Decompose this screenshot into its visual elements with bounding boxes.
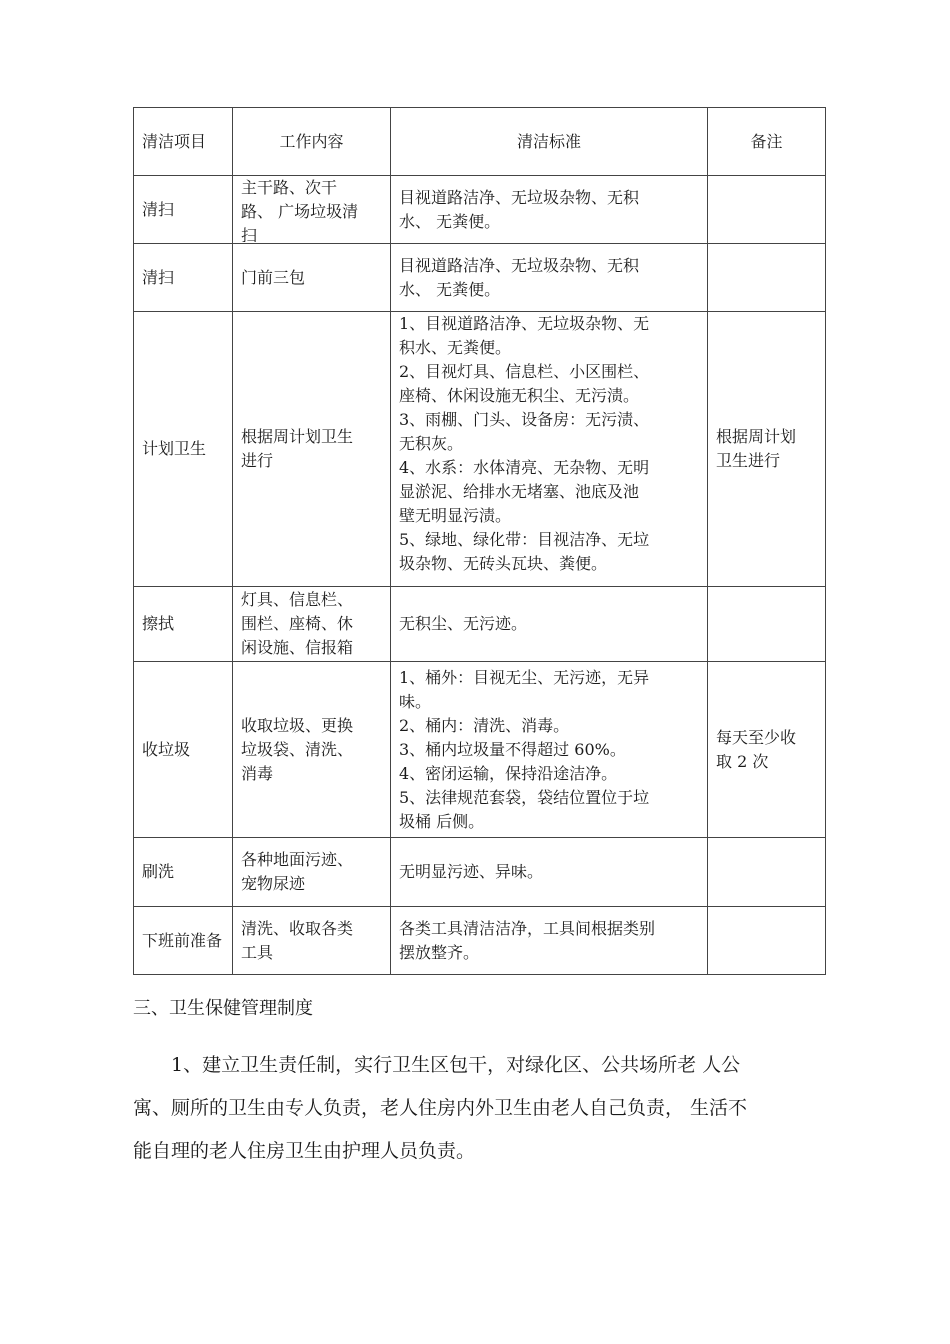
cell-line: 圾桶 后侧。 <box>399 811 485 831</box>
cell-line: 圾杂物、无砖头瓦块、粪便。 <box>399 554 608 573</box>
cell-content <box>233 312 391 587</box>
cell-line: 水、 无粪便。 <box>399 211 501 231</box>
cell-line: 围栏、座椅、休 <box>241 614 354 633</box>
cell-line: 无明显污迹、异味。 <box>399 862 544 881</box>
body-paragraph <box>133 1044 825 1173</box>
cell-line: 显淤泥、给排水无堵塞、池底及池 <box>399 482 640 501</box>
table-row <box>134 587 826 662</box>
table-row <box>134 312 826 587</box>
cell-item <box>134 907 233 975</box>
table-row <box>134 838 826 907</box>
cell-standard <box>391 244 708 312</box>
cell-line: 收取垃圾、更换 <box>241 715 354 735</box>
cell-line: 每天至少收 <box>716 727 797 747</box>
cleaning-standards-table <box>133 107 826 975</box>
cell-line: 垃圾袋、清洗、 <box>241 739 354 759</box>
cell-line: 卫生进行 <box>716 451 781 470</box>
cell-line: 扫 <box>241 226 258 242</box>
cell-item: 清扫 <box>134 176 233 244</box>
cell-line: 5、绿地、绿化带：目视洁净、无垃 <box>399 530 650 549</box>
cell-line: 2、桶内：清洗、消毒。 <box>399 715 570 735</box>
cell-line: 无积灰。 <box>399 434 464 453</box>
cell-item: 擦拭 <box>134 587 233 662</box>
cell-line: 工具 <box>241 942 274 962</box>
table-row <box>134 662 826 838</box>
header-cell-standard: 清洁标准 <box>391 108 708 176</box>
table-header-row <box>134 108 826 176</box>
cell-line: 门前三包 <box>241 267 306 287</box>
cell-note <box>708 244 826 312</box>
header-cell-note: 备注 <box>708 108 826 176</box>
cell-line: 座椅、休闲设施无积尘、无污渍。 <box>399 386 640 405</box>
cell-note <box>708 587 826 662</box>
cell-line: 5、法律规范套袋，袋结位置位于垃 <box>399 787 650 807</box>
paragraph-line: 1、建立卫生责任制，实行卫生区包干，对绿化区、公共场所老 人公 <box>171 1054 741 1076</box>
cell-line: 摆放整齐。 <box>399 942 480 962</box>
cell-content <box>233 662 391 838</box>
cell-note <box>708 312 826 587</box>
cell-line: 壁无明显污渍。 <box>399 506 512 525</box>
cell-standard <box>391 587 708 662</box>
cell-line: 各种地面污迹、 <box>241 850 354 869</box>
cell-line: 路、 广场垃圾清 <box>241 202 359 221</box>
cell-content <box>233 838 391 907</box>
cell-line: 3、桶内垃圾量不得超过 60%。 <box>399 739 626 759</box>
cell-note <box>708 176 826 244</box>
cell-line: 2、目视灯具、信息栏、小区围栏、 <box>399 362 650 381</box>
cell-line: 目视道路洁净、无垃圾杂物、无积 <box>399 255 640 275</box>
section-heading: 三、卫生保健管理制度 <box>133 998 313 1019</box>
cell-standard <box>391 312 708 587</box>
cell-line: 主干路、次干 <box>241 178 338 197</box>
cell-text: 下班前准备 <box>142 930 223 950</box>
cell-line: 1、目视道路洁净、无垃圾杂物、无 <box>399 314 650 333</box>
cell-item: 收垃圾 <box>134 662 233 838</box>
cell-line: 积水、无粪便。 <box>399 338 512 357</box>
cell-line: 4、水系：水体清亮、无杂物、无明 <box>399 458 650 477</box>
cell-line: 根据周计划 <box>716 427 797 446</box>
cell-standard <box>391 838 708 907</box>
cell-line: 灯具、信息栏、 <box>241 590 354 609</box>
cell-line: 1、桶外：目视无尘、无污迹，无异 <box>399 667 650 687</box>
cell-line: 宠物尿迹 <box>241 874 306 893</box>
cell-line: 无积尘、无污迹。 <box>399 614 528 633</box>
cell-line: 进行 <box>241 451 274 470</box>
cell-line: 取 2 次 <box>716 751 769 771</box>
table-row <box>134 244 826 312</box>
cell-note <box>708 907 826 975</box>
cell-content <box>233 244 391 312</box>
cell-line: 闲设施、信报箱 <box>241 638 354 657</box>
cell-content <box>233 587 391 662</box>
cell-line: 目视道路洁净、无垃圾杂物、无积 <box>399 187 640 207</box>
cell-standard <box>391 176 708 244</box>
cell-item: 计划卫生 <box>134 312 233 587</box>
paragraph-line: 寓、厕所的卫生由专人负责，老人住房内外卫生由老人自己负责， 生活不 <box>133 1097 748 1119</box>
cell-line: 3、雨棚、门头、设备房：无污渍、 <box>399 410 650 429</box>
cell-note <box>708 662 826 838</box>
header-cell-content: 工作内容 <box>233 108 391 176</box>
cell-standard <box>391 662 708 838</box>
table-row <box>134 176 826 244</box>
table-row <box>134 907 826 975</box>
cell-item: 清扫 <box>134 244 233 312</box>
cell-note <box>708 838 826 907</box>
cell-content <box>233 907 391 975</box>
paragraph-line: 能自理的老人住房卫生由护理人员负责。 <box>133 1140 476 1162</box>
header-cell-item: 清洁项目 <box>134 108 233 176</box>
cell-line: 4、密闭运输，保持沿途洁净。 <box>399 763 618 783</box>
cell-line: 味。 <box>399 691 432 711</box>
cell-line: 清洗、收取各类 <box>241 918 354 938</box>
cell-line: 消毒 <box>241 763 274 783</box>
cell-line: 水、 无粪便。 <box>399 279 501 299</box>
cell-line: 各类工具清洁洁净，工具间根据类别 <box>399 918 656 938</box>
cell-line: 根据周计划卫生 <box>241 427 354 446</box>
cell-standard <box>391 907 708 975</box>
cell-item: 刷洗 <box>134 838 233 907</box>
cell-content <box>233 176 391 244</box>
